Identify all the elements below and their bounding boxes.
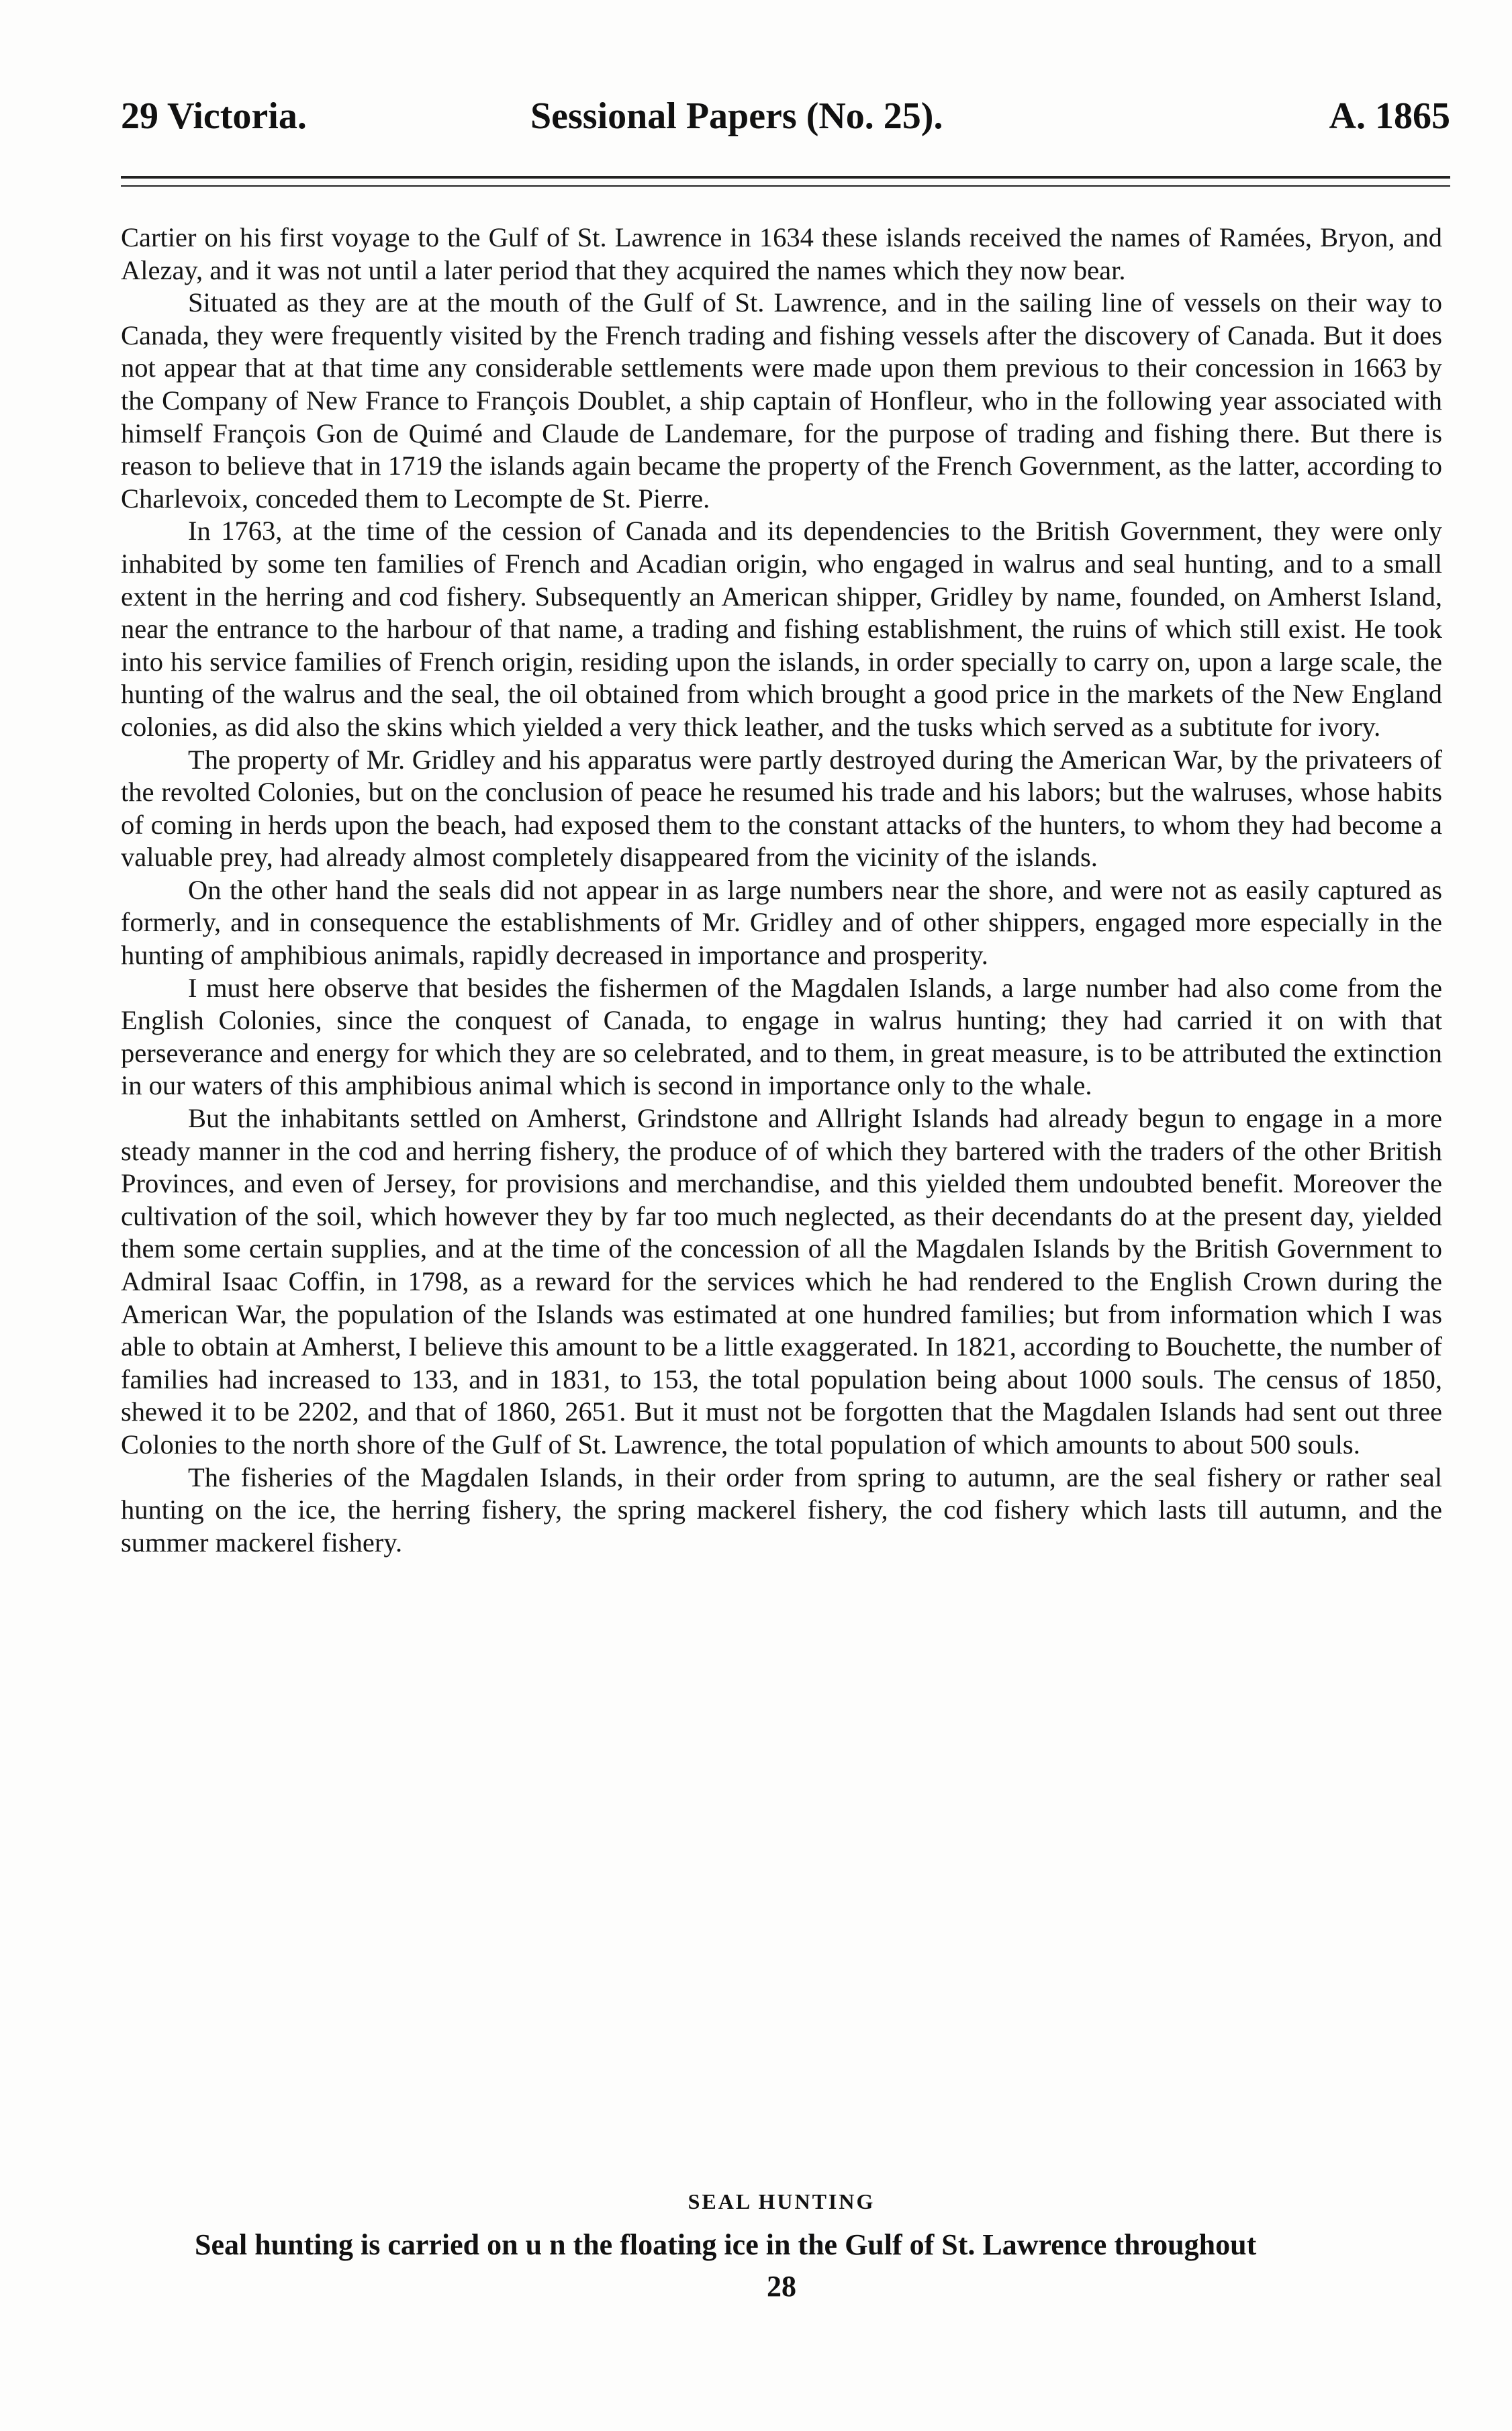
paragraph: Cartier on his first voyage to the Gulf of St. Lawrence in 1634 these islands received the names of Ramées, Bryon, and Alezay, and it was not until a later period that they acquired the names which they now bear. — [121, 222, 1442, 285]
paragraph: I must here observe that besides the fishermen of the Magdalen Islands, a large number had also come from the English Colonies, since the conquest of Canada, to engage in walrus hunting; they had carried it on with that perseverance and energy for which they are so celebrated, and to them, in great measure, is to be attributed the extinction in our waters of this amphibious animal which is second in importance only to the whale. — [121, 972, 1442, 1101]
header-title: Sessional Papers (No. 25). — [530, 95, 943, 137]
header-rule-thick — [121, 176, 1450, 179]
section-heading: SEAL HUNTING — [688, 2189, 876, 2213]
paragraph: The property of Mr. Gridley and his apparatus were partly destroyed during the American War, by the privateers of the revolted Colonies, but on the conclusion of peace he resumed his trade and his labors; but the walruses, whose habits of coming in herds upon the beach, had exposed them to the constant attacks of the hunters, to whom they had become a valuable prey, had already almost completely disappeared from the vicinity of the islands. — [121, 744, 1442, 873]
paragraph: In 1763, at the time of the cession of Canada and its dependencies to the British Government, they were only inhabited by some ten families of French and Acadian origin, who engaged in walrus and seal hunting, and to a small extent in the herring and cod fishery. Subsequently an American shipper, Gridley by name, founded, on Amherst Island, near the entrance to the harbour of that name, a trading and fishing establishment, the ruins of which still exist. He took into his service families of French origin, residing upon the islands, in order specially to carry on, upon a large scale, the hunting of the walrus and the seal, the oil obtained from which brought a good price in the markets of the New England colonies, as did also the skins which yielded a very thick leather, and the tusks which served as a subtitute for ivory. — [121, 516, 1442, 742]
continuation-line: Seal hunting is carried on u n the floating ice in the Gulf of St. Lawrence throughout — [195, 2228, 1257, 2261]
paragraph: But the inhabitants settled on Amherst, Grindstone and Allright Islands had already begun to engage in a more steady manner in the cod and herring fishery, the produce of of which they bartered with the traders of the other British Provinces, and even of Jersey, for provisions and merchandise, and this yielded them undoubted benefit. Moreover the cultivation of the soil, which however they by far too much neglected, as their decendants do at the present day, yielded them some certain supplies, and at the time of the concession of all the Magdalen Islands by the British Government to Admiral Isaac Coffin, in 1798, as a reward for the services which he had rendered to the English Crown during the American War, the population of the Islands was estimated at one hundred families; but from information which I was able to obtain at Amherst, I believe this amount to be a little exaggerated. In 1821, according to Bouchette, the number of families had increased to 133, and in 1831, to 153, the total population being about 1000 souls. The census of 1850, shewed it to be 2202, and that of 1860, 2651. But it must not be forgotten that the Magdalen Islands had sent out three Colonies to the north shore of the Gulf of St. Lawrence, the total population of which amounts to about 500 souls. — [121, 1103, 1442, 1460]
page-header — [121, 93, 1450, 140]
header-session: 29 Victoria. — [121, 95, 307, 137]
page-number: 28 — [767, 2270, 796, 2303]
header-rule-thin — [121, 185, 1450, 187]
paragraph: Situated as they are at the mouth of the Gulf of St. Lawrence, and in the sailing line of vessels on their way to Canada, they were frequently visited by the French trading and fishing vessels after the discovery of Canada. But it does not appear that at that time any considerable settlements were made upon them previous to their concession in 1663 by the Company of New France to François Doublet, a ship captain of Honfleur, who in the following year associated with himself François Gon de Quimé and Claude de Landemare, for the purpose of trading and fishing there. But there is reason to believe that in 1719 the islands again became the property of the French Government, as the latter, according to Charlevoix, conceded them to Lecompte de St. Pierre. — [121, 287, 1442, 514]
paragraph: On the other hand the seals did not appear in as large numbers near the shore, and were not as easily captured as formerly, and in consequence the establishments of Mr. Gridley and of other shippers, engaged more especially in the hunting of amphibious animals, rapidly decreased in importance and prosperity. — [121, 874, 1442, 971]
body-text — [121, 222, 1442, 1559]
paragraph: The fisheries of the Magdalen Islands, in their order from spring to autumn, are the seal fishery or rather seal hunting on the ice, the herring fishery, the spring mackerel fishery, the cod fishery which lasts till autumn, and the summer mackerel fishery. — [121, 1462, 1442, 1558]
header-year: A. 1865 — [1329, 95, 1450, 137]
